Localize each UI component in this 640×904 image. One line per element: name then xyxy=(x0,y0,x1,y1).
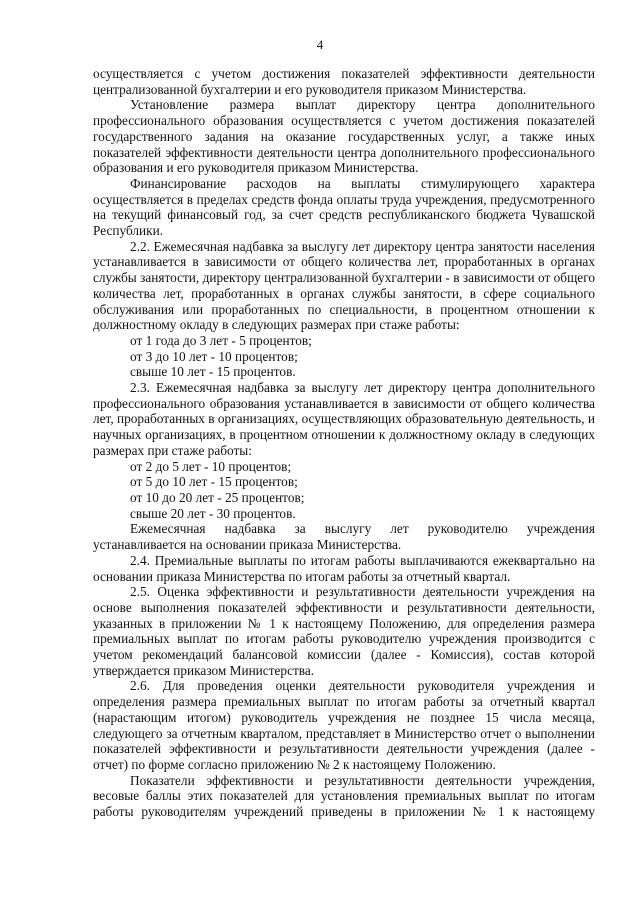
list-item: свыше 20 лет - 30 процентов. xyxy=(130,505,296,521)
paragraph: Показатели эффективности и результативности деятельности учреждения, весовые баллы этих показателей для установления премиальных выплат по итогам работы руководителям учреждений приведены в приложении № 1 к настоящему xyxy=(93,772,595,820)
list-item: свыше 10 лет - 15 процентов. xyxy=(130,364,296,380)
paragraph: 2.2. Ежемесячная надбавка за выслугу лет директору центра занятости населения устанавливается в зависимости от общего количества лет, проработанных в органах службы занятости, директору централизованной бухгалтерии - в зависимости от общего количества лет, проработанных в органах службы занятости, в сфере социального обслуживания или проработанных по специальности, в процентном отношении к должностному окладу в следующих размерах при стаже работы: xyxy=(93,238,595,333)
paragraph: 2.4. Премиальные выплаты по итогам работы выплачиваются ежеквартально на основании приказа Министерства по итогам работы за отчетный квартал. xyxy=(93,552,595,584)
paragraph: осуществляется с учетом достижения показателей эффективности деятельности централизованной бухгалтерии и его руководителя приказом Министерства. xyxy=(93,66,595,97)
list-item: от 5 до 10 лет - 15 процентов; xyxy=(130,474,298,490)
list-item: от 3 до 10 лет - 10 процентов; xyxy=(130,348,298,364)
document-body-text xyxy=(93,66,595,820)
paragraph: 2.3. Ежемесячная надбавка за выслугу лет директору центра дополнительного профессионального образования устанавливается в зависимости от общего количества лет, проработанных в организациях, осуществляющих образовательную деятельность, и научных организациях, в процентном отношении к должностному окладу в следующих размерах при стаже работы: xyxy=(93,380,595,458)
paragraph: Установление размера выплат директору центра дополнительного профессионального образования осуществляется с учетом достижения показателей государственного задания на оказание государственных услуг, а также иных показателей эффективности деятельности центра дополнительного профессионального образования и его руководителя приказом Министерства. xyxy=(93,97,595,176)
list-item: от 2 до 5 лет - 10 процентов; xyxy=(130,458,292,474)
list-item: от 1 года до 3 лет - 5 процентов; xyxy=(130,332,312,348)
page-number: 4 xyxy=(316,37,324,52)
paragraph: Ежемесячная надбавка за выслугу лет руководителю учреждения устанавливается на основании приказа Министерства. xyxy=(93,521,595,553)
paragraph: 2.5. Оценка эффективности и результативности деятельности учреждения на основе выполнения показателей эффективности и результативности деятельности, указанных в приложении № 1 к настоящему Положению, для определения размера премиальных выплат по итогам работы руководителю учреждения производится с учетом рекомендаций балансовой комиссии (далее - Комиссия), состав которой утверждается приказом Министерства. xyxy=(93,584,595,678)
paragraph: Финансирование расходов на выплаты стимулирующего характера осуществляется в пределах средств фонда оплаты труда учреждения, предусмотренного на текущий финансовый год, за счет средств республиканского бюджета Чувашской Республики. xyxy=(93,175,595,239)
paragraph: 2.6. Для проведения оценки деятельности руководителя учреждения и определения размера премиальных выплат по итогам работы за отчетный квартал (нарастающим итогом) руководитель учреждения не позднее 15 числа месяца, следующего за отчетным кварталом, представляет в Министерство отчет о выполнении показателей эффективности и результативности деятельности учреждения (далее - отчет) по форме согласно приложению № 2 к настоящему Положению. xyxy=(93,678,595,772)
list-item: от 10 до 20 лет - 25 процентов; xyxy=(130,489,305,505)
